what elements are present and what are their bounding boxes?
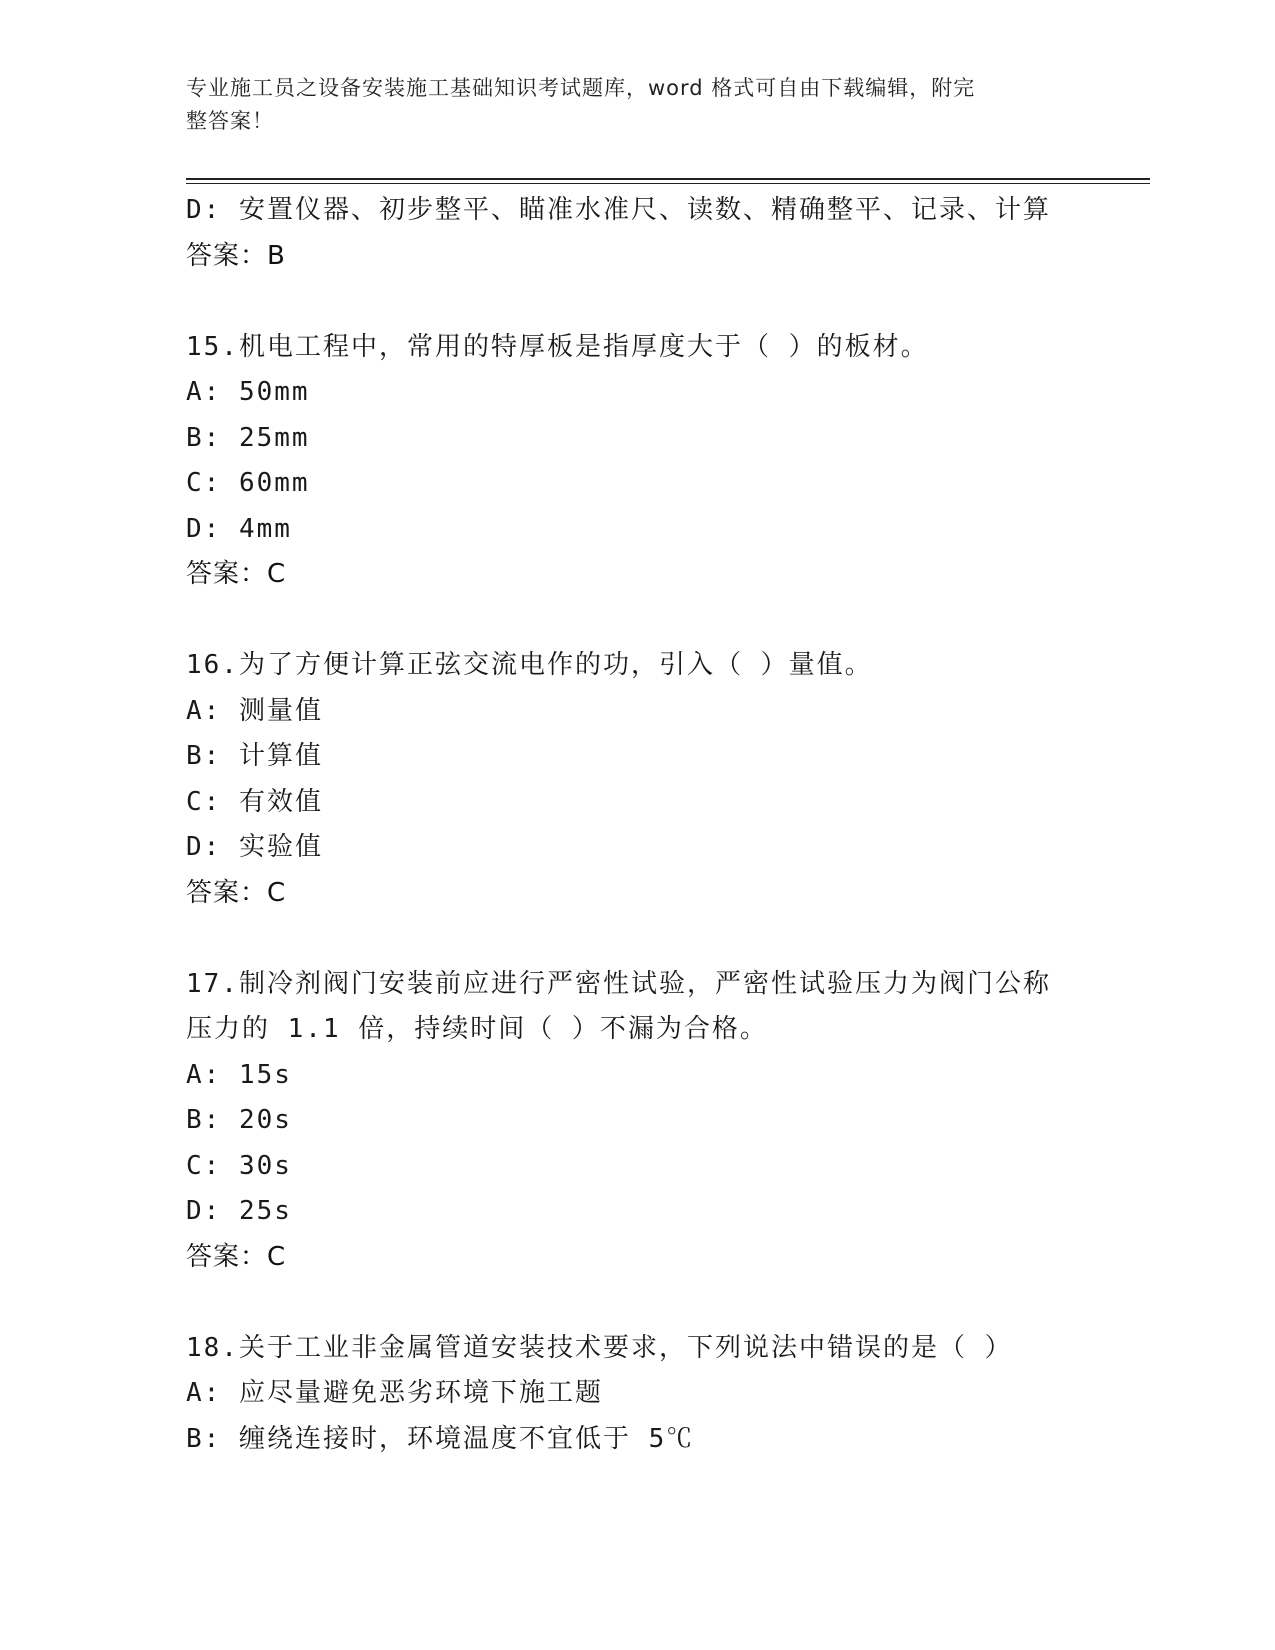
spacer <box>186 1280 1086 1326</box>
spacer <box>186 279 1086 325</box>
question-answer: 答案：C <box>186 877 287 908</box>
question-stem-line-2: 压力的 1.1 倍，持续时间（ ）不漏为合格。 <box>186 1014 768 1044</box>
option-a: A: 测量值 <box>186 695 323 726</box>
question-list <box>186 188 1086 1462</box>
header-rule-thin <box>186 183 1150 184</box>
question-stem: 15.机电工程中，常用的特厚板是指厚度大于（ ）的板材。 <box>186 331 929 362</box>
question-18 <box>186 1326 1086 1463</box>
option-a: A: 应尽量避免恶劣环境下施工题 <box>186 1378 603 1408</box>
header-line-1: 专业施工员之设备安装施工基础知识考试题库，word 格式可自由下载编辑，附完 <box>186 76 976 100</box>
prev-question-answer: 答案：B <box>186 240 286 271</box>
option-d: D: 4mm <box>186 513 292 544</box>
option-c: C: 30s <box>186 1150 292 1181</box>
question-stem: 16.为了方便计算正弦交流电作的功，引入（ ）量值。 <box>186 650 873 680</box>
spacer <box>186 598 1086 644</box>
option-c: C: 60mm <box>186 468 310 498</box>
option-d: D: 25s <box>186 1196 292 1226</box>
question-15 <box>186 325 1086 598</box>
option-a: A: 50mm <box>186 377 310 407</box>
question-answer: 答案：C <box>186 559 287 589</box>
question-stem-line-1: 17.制冷剂阀门安装前应进行严密性试验，严密性试验压力为阀门公称 <box>186 968 1051 999</box>
question-16 <box>186 643 1086 916</box>
header-line-2: 整答案！ <box>186 109 274 133</box>
document-header <box>186 72 1066 138</box>
option-d: D: 实验值 <box>186 832 323 862</box>
option-b: B: 25mm <box>186 422 310 453</box>
question-17 <box>186 962 1086 1281</box>
option-b: B: 20s <box>186 1105 292 1135</box>
spacer <box>186 916 1086 962</box>
question-stem: 18.关于工业非金属管道安装技术要求，下列说法中错误的是（ ） <box>186 1332 1013 1363</box>
option-c: C: 有效值 <box>186 786 323 817</box>
option-b: B: 缠绕连接时，环境温度不宜低于 5℃ <box>186 1423 695 1454</box>
prev-question-option-d: D: 安置仪器、初步整平、瞄准水准尺、读数、精确整平、记录、计算 <box>186 195 1051 225</box>
option-a: A: 15s <box>186 1059 292 1090</box>
question-answer: 答案：C <box>186 1241 287 1272</box>
option-b: B: 计算值 <box>186 741 323 771</box>
header-rule-thick <box>186 178 1150 180</box>
